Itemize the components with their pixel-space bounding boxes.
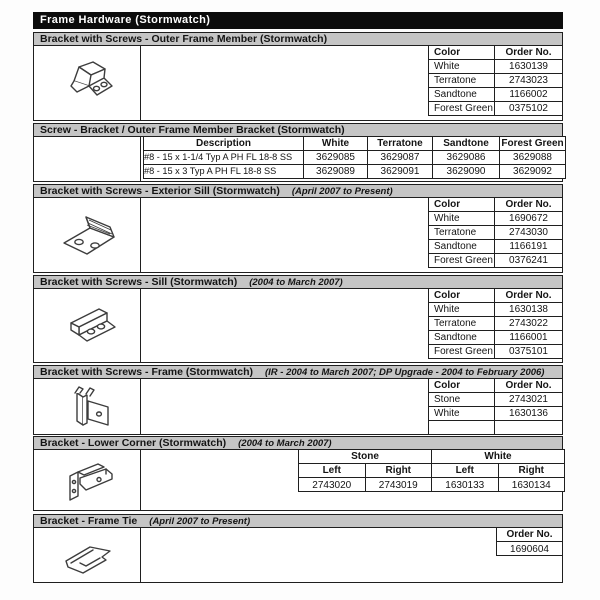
color-cell: White — [429, 60, 495, 74]
color-cell: Terratone — [429, 74, 495, 88]
date-note: (2004 to March 2007) — [238, 437, 332, 449]
order-no-cell: 2743021 — [495, 393, 563, 407]
table-header-row — [144, 137, 566, 151]
order-no-cell: 1166191 — [495, 240, 563, 254]
order-no-cell: 3629086 — [433, 151, 500, 165]
color-order-table — [428, 45, 563, 116]
order-no-cell: 3629092 — [500, 165, 566, 179]
section-body — [33, 288, 563, 363]
section-title: Screw - Bracket / Outer Frame Member Bracket (Stormwatch) — [40, 124, 345, 136]
color-cell: Sandtone — [429, 88, 495, 102]
color-order-table — [428, 288, 563, 359]
frame-tie-order-table — [496, 527, 563, 556]
outer-frame-member-bracket-icon — [55, 55, 119, 111]
part-drawing-cell — [34, 379, 141, 434]
order-no-cell: 1630136 — [495, 407, 563, 421]
table-row — [429, 88, 563, 102]
order-no-cell: 3629087 — [368, 151, 433, 165]
table-row — [497, 542, 563, 556]
section-title: Bracket with Screws - Outer Frame Member (Stormwatch) — [40, 33, 328, 45]
table-row — [299, 478, 565, 492]
section-body — [33, 45, 563, 121]
section-frame-tie — [33, 514, 563, 583]
order-no-cell: 1166002 — [495, 88, 563, 102]
table-row — [429, 317, 563, 331]
part-drawing-cell — [34, 528, 141, 582]
corner-order-table — [298, 449, 565, 492]
part-drawing-cell — [34, 450, 141, 510]
sub-header-row — [299, 464, 565, 478]
forest-green-header: Forest Green — [501, 138, 564, 149]
order-no-cell: 2743022 — [495, 317, 563, 331]
section-sill — [33, 275, 563, 363]
order-no-cell: 3629089 — [304, 165, 368, 179]
order-no-header: Order No. — [495, 46, 563, 60]
part-drawing-cell — [34, 137, 141, 181]
color-cell: Sandtone — [429, 240, 495, 254]
color-cell: Terratone — [429, 226, 495, 240]
color-cell: White — [429, 407, 495, 421]
description-cell: #8 - 15 x 3 Typ A PH FL 18-8 SS — [144, 165, 304, 179]
section-title: Bracket - Frame Tie — [40, 515, 138, 527]
color-cell: Stone — [429, 393, 495, 407]
table-row — [429, 393, 563, 407]
table-row — [429, 331, 563, 345]
sill-bracket-icon — [54, 299, 120, 353]
table-row — [429, 226, 563, 240]
order-no-header: Order No. — [495, 289, 563, 303]
part-drawing-cell — [34, 46, 141, 120]
order-no-cell: 0376241 — [495, 254, 563, 268]
table-row — [429, 254, 563, 268]
section-header-bar — [33, 32, 563, 46]
color-cell: Forest Green — [429, 102, 495, 116]
section-title: Bracket with Screws - Frame (Stormwatch) — [40, 366, 253, 378]
order-no-cell: 0375102 — [495, 102, 563, 116]
table-row — [429, 345, 563, 359]
exterior-sill-bracket-icon — [54, 207, 120, 263]
color-cell: Forest Green — [429, 345, 495, 359]
table-row — [429, 74, 563, 88]
table-row — [429, 60, 563, 74]
date-note: (IR - 2004 to March 2007; DP Upgrade - 2004 to February 2006) — [264, 366, 545, 378]
order-no-cell: 2743019 — [365, 478, 432, 492]
section-exterior-sill — [33, 184, 563, 273]
table-row — [429, 240, 563, 254]
color-header: Color — [429, 289, 495, 303]
order-no-cell: 1630138 — [495, 303, 563, 317]
table-filler-row — [429, 421, 563, 435]
table-row — [144, 151, 566, 165]
section-body — [33, 197, 563, 273]
order-no-cell: 0375101 — [495, 345, 563, 359]
table-header-row — [429, 379, 563, 393]
table-row — [429, 102, 563, 116]
section-outer-frame-member — [33, 32, 563, 121]
order-no-cell: 2743020 — [299, 478, 366, 492]
part-drawing-cell — [34, 198, 141, 272]
white-header: White — [304, 137, 368, 151]
right-header: Right — [365, 464, 432, 478]
section-lower-corner — [33, 436, 563, 511]
order-no-cell: 3629090 — [433, 165, 500, 179]
table-row — [429, 303, 563, 317]
section-body — [33, 449, 563, 511]
lower-corner-bracket-icon — [56, 456, 118, 504]
section-frame — [33, 365, 563, 435]
order-no-cell: 1690604 — [497, 542, 563, 556]
order-no-cell: 1166001 — [495, 331, 563, 345]
terratone-header: Terratone — [368, 137, 433, 151]
order-no-cell: 1690672 — [495, 212, 563, 226]
order-no-cell: 1630133 — [432, 478, 499, 492]
color-order-table — [428, 378, 563, 435]
section-header-bar — [33, 123, 563, 137]
date-note: (April 2007 to Present) — [149, 515, 251, 527]
empty-cell — [429, 421, 495, 435]
left-header: Left — [299, 464, 366, 478]
date-note: (2004 to March 2007) — [249, 276, 343, 288]
stone-group-header: Stone — [299, 450, 432, 464]
sandtone-header: Sandtone — [433, 137, 500, 151]
color-cell: White — [429, 303, 495, 317]
order-no-cell: 1630139 — [495, 60, 563, 74]
left-header: Left — [432, 464, 499, 478]
color-cell: Terratone — [429, 317, 495, 331]
color-header: Color — [429, 379, 495, 393]
order-no-cell: 1630134 — [498, 478, 565, 492]
color-header: Color — [429, 46, 495, 60]
color-cell: Forest Green — [429, 254, 495, 268]
order-no-cell: 2743030 — [495, 226, 563, 240]
date-note: (April 2007 to Present) — [291, 185, 393, 197]
order-no-cell: 3629085 — [304, 151, 368, 165]
screw-order-table — [143, 136, 566, 179]
empty-cell — [495, 421, 563, 435]
description-cell: #8 - 15 x 1-1/4 Typ A PH FL 18-8 SS — [144, 151, 304, 165]
section-header-bar — [33, 275, 563, 289]
group-header-row — [299, 450, 565, 464]
part-drawing-cell — [34, 289, 141, 362]
frame-tie-icon — [56, 533, 118, 577]
color-cell: Sandtone — [429, 331, 495, 345]
right-header: Right — [498, 464, 565, 478]
section-header-bar — [33, 365, 563, 379]
section-header-bar — [33, 436, 563, 450]
color-cell: White — [429, 212, 495, 226]
white-group-header: White — [432, 450, 565, 464]
table-header-row — [429, 46, 563, 60]
table-header-row — [429, 289, 563, 303]
order-no-header: Order No. — [495, 379, 563, 393]
section-header-bar — [33, 184, 563, 198]
section-title: Bracket with Screws - Sill (Stormwatch) — [40, 276, 238, 288]
catalog-page — [33, 12, 563, 583]
order-no-cell: 2743023 — [495, 74, 563, 88]
table-row — [429, 212, 563, 226]
order-no-header: Order No. — [497, 528, 563, 542]
order-no-header: Order No. — [495, 198, 563, 212]
table-row — [144, 165, 566, 179]
table-header-row — [429, 198, 563, 212]
color-order-table — [428, 197, 563, 268]
description-header: Description — [144, 137, 304, 151]
section-body — [33, 378, 563, 435]
section-body — [33, 136, 563, 182]
section-header-bar — [33, 514, 563, 528]
section-body — [33, 527, 563, 583]
section-title: Bracket with Screws - Exterior Sill (Stormwatch) — [40, 185, 280, 197]
order-no-cell: 3629091 — [368, 165, 433, 179]
table-header-row — [497, 528, 563, 542]
section-screw-bracket — [33, 123, 563, 182]
order-no-cell: 3629088 — [500, 151, 566, 165]
page-title: Frame Hardware (Stormwatch) — [33, 12, 563, 29]
frame-bracket-icon — [57, 380, 117, 434]
section-title: Bracket - Lower Corner (Stormwatch) — [40, 437, 227, 449]
table-row — [429, 407, 563, 421]
color-header: Color — [429, 198, 495, 212]
